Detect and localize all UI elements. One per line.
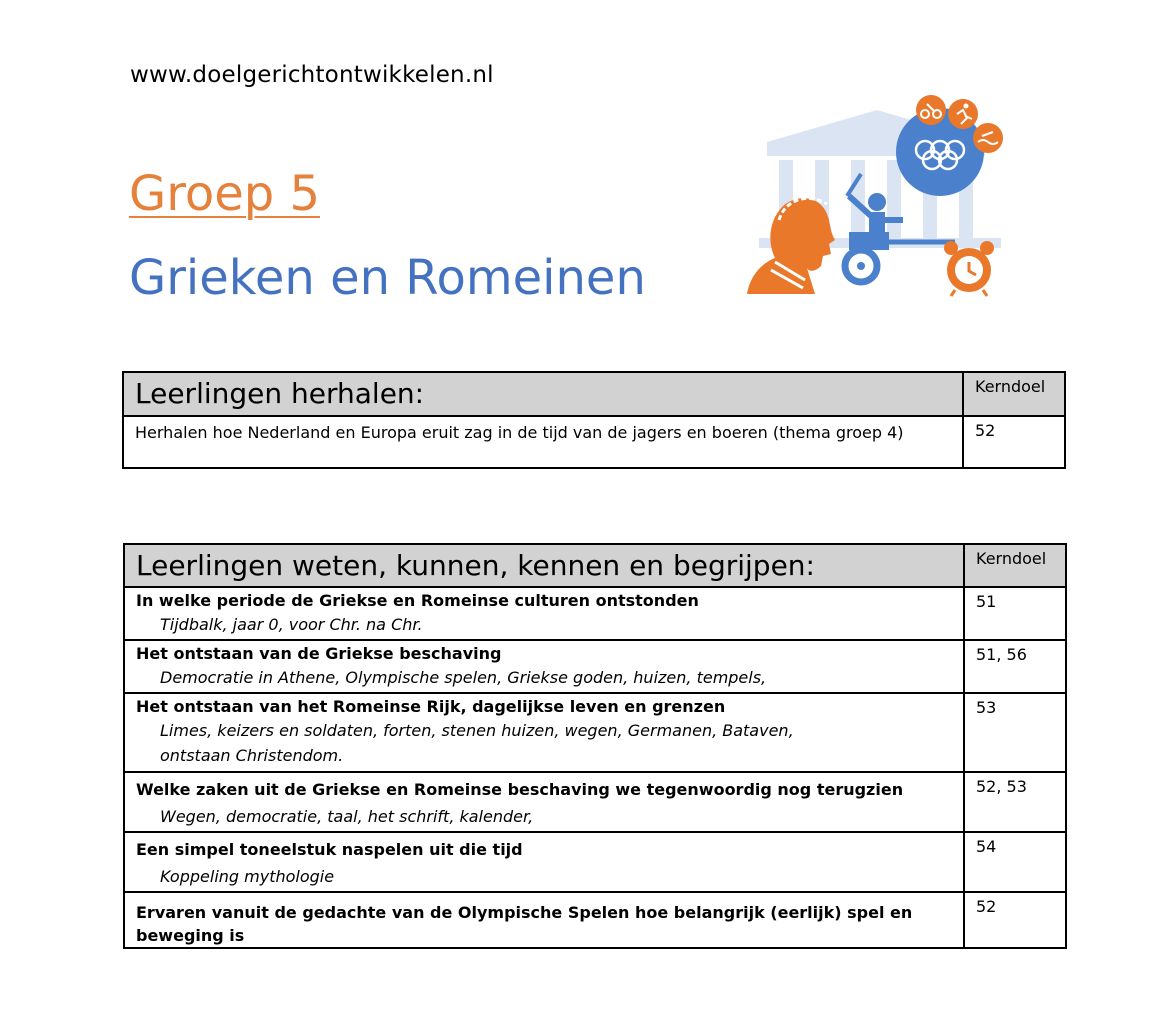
row-sub-text: Wegen, democratie, taal, het schrift, kalender,: [160, 807, 534, 826]
row-main-text: Het ontstaan van de Griekse beschaving: [136, 644, 502, 663]
review-table-title: Leerlingen herhalen:: [135, 377, 425, 410]
table-row: [124, 772, 1066, 832]
table-row: [124, 892, 1066, 948]
row-main-text: Het ontstaan van het Romeinse Rijk, dagelijkse leven en grenzen: [136, 697, 726, 716]
row-sub-text-2: ontstaan Christendom.: [160, 746, 344, 765]
kerndoel-value: 53: [976, 698, 997, 717]
kerndoel-value: 52: [976, 897, 997, 916]
kerndoel-header: Kerndoel: [975, 377, 1046, 396]
row-main-text: In welke periode de Griekse en Romeinse culturen ontstonden: [136, 591, 699, 610]
row-main-text-2: beweging is: [136, 926, 245, 945]
alarm-clock-icon: [944, 241, 994, 296]
objectives-table-title: Leerlingen weten, kunnen, kennen en begrijpen:: [136, 549, 815, 582]
table-row: [124, 640, 1066, 693]
running-icon: [948, 99, 978, 129]
review-table: [122, 371, 1066, 469]
row-sub-text: Tijdbalk, jaar 0, voor Chr. na Chr.: [160, 615, 423, 634]
review-table-header: [123, 372, 1065, 416]
row-sub-text: Democratie in Athene, Olympische spelen, Griekse goden, huizen, tempels,: [160, 668, 767, 687]
table-row: [124, 693, 1066, 772]
swimming-icon: [973, 123, 1003, 153]
row-sub-text: Limes, keizers en soldaten, forten, stenen huizen, wegen, Germanen, Bataven,: [160, 721, 794, 740]
subject-title: Grieken en Romeinen: [129, 250, 646, 306]
kerndoel-header: Kerndoel: [976, 549, 1047, 568]
cycling-icon: [916, 95, 946, 125]
row-text: Herhalen hoe Nederland en Europa eruit zag in de tijd van de jagers en boeren (thema groep 4): [135, 423, 904, 442]
kerndoel-value: 51: [976, 592, 997, 611]
group-title: Groep 5: [129, 166, 321, 222]
objectives-table: [123, 543, 1067, 949]
kerndoel-value: 51, 56: [976, 645, 1027, 664]
row-main-text: Ervaren vanuit de gedachte van de Olympische Spelen hoe belangrijk (eerlijk) spel en: [136, 903, 913, 922]
kerndoel-value: 54: [976, 837, 997, 856]
row-main-text: Een simpel toneelstuk naspelen uit die tijd: [136, 840, 523, 859]
kerndoel-value: 52, 53: [976, 777, 1027, 796]
table-row: [123, 416, 1065, 468]
theme-logo: [745, 92, 1010, 302]
website-url: www.doelgerichtontwikkelen.nl: [130, 62, 494, 88]
table-row: [124, 832, 1066, 892]
objectives-table-header: [124, 544, 1066, 587]
row-sub-text: Koppeling mythologie: [160, 867, 335, 886]
table-row: [124, 587, 1066, 640]
row-main-text: Welke zaken uit de Griekse en Romeinse beschaving we tegenwoordig nog terugzien: [136, 780, 904, 799]
kerndoel-value: 52: [975, 421, 996, 440]
